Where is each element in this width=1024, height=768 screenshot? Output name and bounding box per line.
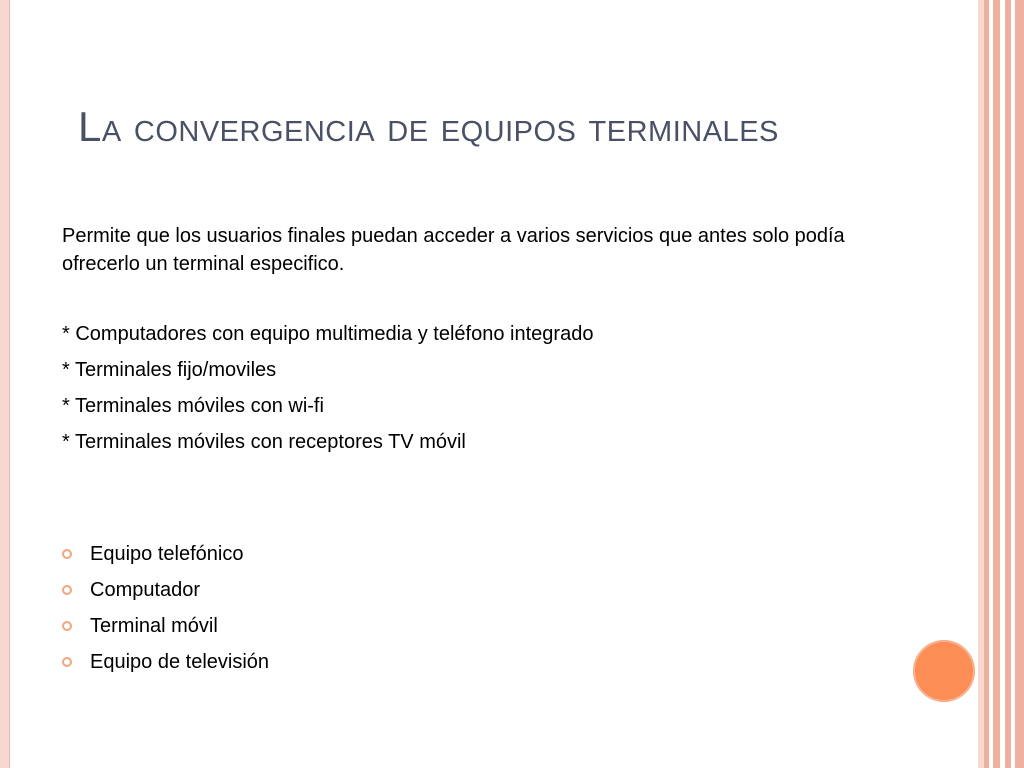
bullet-label-computador: Computador: [90, 579, 201, 601]
bullet-list-item: [62, 644, 562, 680]
star-list-item: * Terminales móviles con receptores TV móvil: [62, 431, 466, 453]
orange-circle-bullet-icon: [62, 621, 72, 631]
bullet-list-item: [62, 608, 562, 644]
star-list-item: * Terminales fijo/moviles: [62, 359, 277, 381]
right-frame-line-2: [993, 0, 1000, 768]
bullet-label-terminal-movil: Terminal móvil: [90, 615, 218, 637]
star-list-item: * Terminales móviles con wi-fi: [62, 395, 324, 417]
slide-title: La convergencia de equipos terminales: [78, 103, 779, 150]
bullet-label-equipo-de-television: Equipo de televisión: [90, 651, 270, 673]
orange-circle-bullet-icon: [62, 585, 72, 595]
orange-circle-bullet-icon: [62, 657, 72, 667]
left-frame-stripe: [0, 0, 10, 768]
bullet-list-item: [62, 572, 562, 608]
star-list-item: * Computadores con equipo multimedia y teléfono integrado: [62, 323, 594, 345]
orange-decorative-circle: [913, 640, 975, 702]
intro-paragraph: Permite que los usuarios finales puedan acceder a varios servicios que antes solo podía ofrecerlo un terminal especifico.: [62, 225, 845, 275]
equipment-bullet-list: [62, 536, 562, 680]
bullet-list-item: [62, 536, 562, 572]
bullet-label-equipo-telefonico: Equipo telefónico: [90, 543, 244, 565]
right-frame-line-4: [1015, 0, 1024, 768]
terminal-types-list: [62, 320, 862, 464]
orange-circle-bullet-icon: [62, 549, 72, 559]
